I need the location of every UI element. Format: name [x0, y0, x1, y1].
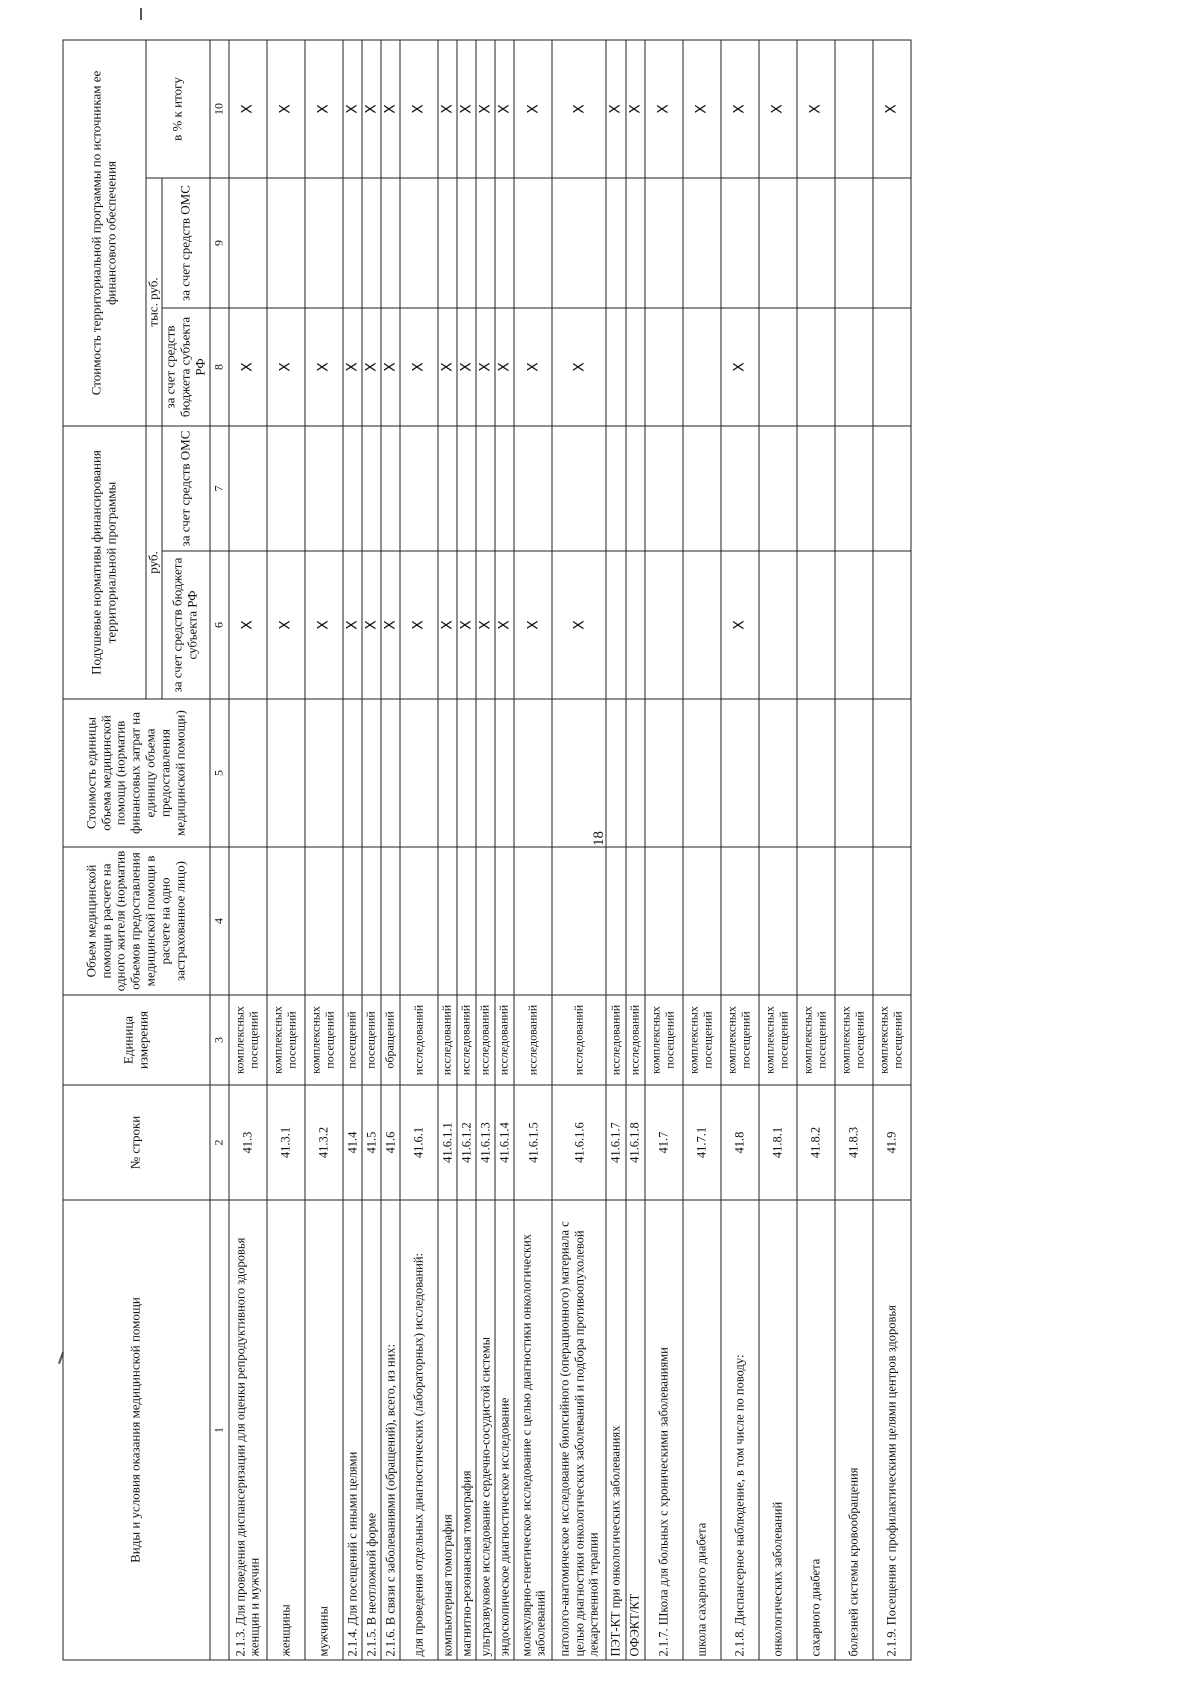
row-name-cell: ПЭТ-КТ при онкологических заболеваниях [606, 1200, 625, 1660]
header-unit-cost: Стоимость единицы объема медицинской помощи (норматив финансовых затрат на единицу объема предоставления медицинской помощи) [63, 699, 210, 847]
row-volume-cell [476, 847, 495, 995]
row-unit-cost-cell [362, 699, 381, 847]
row-volume-cell [873, 847, 911, 995]
row-cost-oms-cell [476, 178, 495, 308]
table-row [645, 40, 683, 1660]
row-number-cell: 41.6.1.3 [476, 1085, 495, 1200]
row-per-capita-oms-cell [759, 426, 797, 551]
row-cost-oms-cell [229, 178, 267, 308]
row-unit-cell: комплексных посещений [267, 995, 305, 1085]
row-cost-oms-cell [267, 178, 305, 308]
table-row [873, 40, 911, 1660]
row-percent-cell: X [645, 40, 683, 178]
table-row [552, 40, 606, 1660]
row-number-cell: 41.3.2 [305, 1085, 343, 1200]
row-percent-cell: X [267, 40, 305, 178]
row-per-capita-oms-cell [514, 426, 552, 551]
row-volume-cell [683, 847, 721, 995]
row-unit-cost-cell [381, 699, 400, 847]
row-unit-cost-cell [514, 699, 552, 847]
row-volume-cell [229, 847, 267, 995]
row-cost-budget-cell: X [362, 308, 381, 426]
row-cost-budget-cell: X [229, 308, 267, 426]
row-unit-cell: комплексных посещений [759, 995, 797, 1085]
row-unit-cell: обращений [381, 995, 400, 1085]
table-row [514, 40, 552, 1660]
header-service-type: Виды и условия оказания медицинской помощи [63, 1200, 210, 1660]
table-row [438, 40, 457, 1660]
row-per-capita-oms-cell [835, 426, 873, 551]
row-number-cell: 41.6.1.6 [552, 1085, 606, 1200]
page-number: 18 [591, 831, 607, 846]
column-number-row [210, 40, 229, 1660]
table-row [797, 40, 835, 1660]
row-per-capita-budget-cell [606, 551, 625, 699]
header-row-number: № строки [63, 1085, 210, 1200]
row-name-cell: мужчины [305, 1200, 343, 1660]
table-row [229, 40, 267, 1660]
row-volume-cell [552, 847, 606, 995]
column-number: 5 [210, 699, 229, 847]
row-cost-oms-cell [381, 178, 400, 308]
row-number-cell: 41.5 [362, 1085, 381, 1200]
column-number: 7 [210, 426, 229, 551]
row-number-cell: 41.8 [721, 1085, 759, 1200]
table-row [835, 40, 873, 1660]
table-row [457, 40, 476, 1660]
row-number-cell: 41.6.1.1 [438, 1085, 457, 1200]
row-percent-cell: X [400, 40, 438, 178]
row-cost-oms-cell [552, 178, 606, 308]
row-per-capita-oms-cell [797, 426, 835, 551]
row-cost-budget-cell: X [476, 308, 495, 426]
row-cost-oms-cell [873, 178, 911, 308]
row-unit-cost-cell [626, 699, 645, 847]
row-per-capita-oms-cell [381, 426, 400, 551]
row-unit-cell: посещений [343, 995, 362, 1085]
row-per-capita-budget-cell: X [457, 551, 476, 699]
row-number-cell: 41.3 [229, 1085, 267, 1200]
row-name-cell: онкологических заболеваний [759, 1200, 797, 1660]
row-cost-budget-cell: X [514, 308, 552, 426]
row-percent-cell: X [381, 40, 400, 178]
row-per-capita-budget-cell: X [305, 551, 343, 699]
row-name-cell: 2.1.4. Для посещений с иными целями [343, 1200, 362, 1660]
row-number-cell: 41.8.1 [759, 1085, 797, 1200]
header-cost-oms: за счет средств ОМС [162, 178, 210, 308]
row-volume-cell [343, 847, 362, 995]
row-unit-cost-cell [495, 699, 514, 847]
row-volume-cell [381, 847, 400, 995]
header-unit-thousand-rub: тыс. руб. [146, 178, 162, 426]
row-cost-budget-cell [873, 308, 911, 426]
row-number-cell: 41.7 [645, 1085, 683, 1200]
column-number: 8 [210, 308, 229, 426]
table-row [362, 40, 381, 1660]
row-number-cell: 41.6.1 [400, 1085, 438, 1200]
row-percent-cell: X [552, 40, 606, 178]
row-percent-cell: X [343, 40, 362, 178]
row-per-capita-oms-cell [305, 426, 343, 551]
header-percent: в % к итогу [146, 40, 210, 178]
row-per-capita-budget-cell [835, 551, 873, 699]
row-volume-cell [362, 847, 381, 995]
row-unit-cost-cell [683, 699, 721, 847]
row-cost-oms-cell [645, 178, 683, 308]
row-number-cell: 41.6.1.5 [514, 1085, 552, 1200]
row-volume-cell [626, 847, 645, 995]
row-name-cell: 2.1.8. Диспансерное наблюдение, в том числе по поводу: [721, 1200, 759, 1660]
row-percent-cell [835, 40, 873, 178]
row-name-cell: для проведения отдельных диагностических (лабораторных) исследований: [400, 1200, 438, 1660]
table-row [267, 40, 305, 1660]
row-percent-cell: X [683, 40, 721, 178]
row-number-cell: 41.8.2 [797, 1085, 835, 1200]
row-cost-budget-cell [835, 308, 873, 426]
row-unit-cell: комплексных посещений [721, 995, 759, 1085]
row-per-capita-budget-cell: X [552, 551, 606, 699]
row-name-cell: 2.1.9. Посещения с профилактическими целями центров здоровья [873, 1200, 911, 1660]
row-unit-cell: исследований [626, 995, 645, 1085]
row-percent-cell: X [873, 40, 911, 178]
row-cost-oms-cell [495, 178, 514, 308]
row-unit-cost-cell [606, 699, 625, 847]
row-volume-cell [797, 847, 835, 995]
table-row [381, 40, 400, 1660]
table-row [626, 40, 645, 1660]
row-unit-cell: комплексных посещений [645, 995, 683, 1085]
row-name-cell: ОФЭКТ/КТ [626, 1200, 645, 1660]
row-number-cell: 41.6 [381, 1085, 400, 1200]
row-cost-oms-cell [835, 178, 873, 308]
row-number-cell: 41.6.1.7 [606, 1085, 625, 1200]
row-per-capita-oms-cell [457, 426, 476, 551]
row-number-cell: 41.7.1 [683, 1085, 721, 1200]
row-name-cell: 2.1.3. Для проведения диспансеризации для оценки репродуктивного здоровья женщин и мужчин [229, 1200, 267, 1660]
table-row [305, 40, 343, 1660]
row-percent-cell: X [305, 40, 343, 178]
financing-table-page [63, 41, 1138, 1661]
row-per-capita-oms-cell [626, 426, 645, 551]
row-per-capita-budget-cell: X [362, 551, 381, 699]
row-name-cell: 2.1.6. В связи с заболеваниями (обращений), всего, из них: [381, 1200, 400, 1660]
row-per-capita-budget-cell: X [229, 551, 267, 699]
row-per-capita-oms-cell [683, 426, 721, 551]
row-cost-oms-cell [759, 178, 797, 308]
row-name-cell: женщины [267, 1200, 305, 1660]
row-per-capita-budget-cell [797, 551, 835, 699]
row-volume-cell [721, 847, 759, 995]
row-unit-cost-cell [645, 699, 683, 847]
row-per-capita-budget-cell [873, 551, 911, 699]
row-volume-cell [645, 847, 683, 995]
row-name-cell: ультразвуковое исследование сердечно-сосудистой системы [476, 1200, 495, 1660]
row-percent-cell: X [457, 40, 476, 178]
row-name-cell: магнитно-резонансная томография [457, 1200, 476, 1660]
row-unit-cost-cell [476, 699, 495, 847]
row-per-capita-oms-cell [362, 426, 381, 551]
row-per-capita-budget-cell [759, 551, 797, 699]
row-volume-cell [400, 847, 438, 995]
row-unit-cell: комплексных посещений [835, 995, 873, 1085]
row-percent-cell: X [797, 40, 835, 178]
row-percent-cell: X [438, 40, 457, 178]
row-cost-budget-cell [683, 308, 721, 426]
row-cost-oms-cell [626, 178, 645, 308]
row-cost-budget-cell: X [438, 308, 457, 426]
row-per-capita-oms-cell [438, 426, 457, 551]
row-percent-cell: X [606, 40, 625, 178]
row-unit-cost-cell [400, 699, 438, 847]
row-cost-oms-cell [438, 178, 457, 308]
row-number-cell: 41.3.1 [267, 1085, 305, 1200]
row-name-cell: 2.1.5. В неотложной форме [362, 1200, 381, 1660]
row-cost-budget-cell: X [381, 308, 400, 426]
row-number-cell: 41.9 [873, 1085, 911, 1200]
row-per-capita-budget-cell [645, 551, 683, 699]
row-cost-oms-cell [305, 178, 343, 308]
row-cost-budget-cell [759, 308, 797, 426]
header-cost-budget: за счет средств бюджета субъекта РФ [162, 308, 210, 426]
row-per-capita-oms-cell [873, 426, 911, 551]
row-percent-cell: X [759, 40, 797, 178]
row-per-capita-oms-cell [552, 426, 606, 551]
row-cost-budget-cell [645, 308, 683, 426]
row-name-cell: эндоскопическое диагностическое исследование [495, 1200, 514, 1660]
header-unit-rub: руб. [146, 426, 162, 699]
row-number-cell: 41.8.3 [835, 1085, 873, 1200]
row-per-capita-budget-cell: X [381, 551, 400, 699]
row-cost-oms-cell [683, 178, 721, 308]
row-unit-cell: посещений [362, 995, 381, 1085]
row-unit-cell: исследований [514, 995, 552, 1085]
financing-table [63, 39, 912, 1660]
column-number: 1 [210, 1200, 229, 1660]
column-number: 3 [210, 995, 229, 1085]
row-cost-budget-cell: X [457, 308, 476, 426]
row-percent-cell: X [495, 40, 514, 178]
row-cost-budget-cell [626, 308, 645, 426]
row-cost-budget-cell: X [721, 308, 759, 426]
table-row [683, 40, 721, 1660]
row-number-cell: 41.4 [343, 1085, 362, 1200]
row-unit-cost-cell [759, 699, 797, 847]
row-unit-cost-cell [438, 699, 457, 847]
row-cost-budget-cell [606, 308, 625, 426]
row-per-capita-oms-cell [606, 426, 625, 551]
column-number: 9 [210, 178, 229, 308]
row-cost-oms-cell [606, 178, 625, 308]
scan-artifact [140, 8, 142, 20]
row-per-capita-oms-cell [400, 426, 438, 551]
row-unit-cell: исследований [476, 995, 495, 1085]
row-per-capita-budget-cell: X [343, 551, 362, 699]
row-name-cell: 2.1.7. Школа для больных с хроническими заболеваниями [645, 1200, 683, 1660]
table-row [606, 40, 625, 1660]
row-volume-cell [495, 847, 514, 995]
row-per-capita-oms-cell [229, 426, 267, 551]
row-unit-cost-cell [552, 699, 606, 847]
row-name-cell: патолого-анатомическое исследование биопсийного (операционного) материала с целью диагностики онкологических заболеваний и подбора противоопухолевой лекарственной терапии [552, 1200, 606, 1660]
row-cost-oms-cell [514, 178, 552, 308]
table-row [495, 40, 514, 1660]
row-name-cell: компьютерная томография [438, 1200, 457, 1660]
row-cost-oms-cell [457, 178, 476, 308]
row-per-capita-budget-cell [683, 551, 721, 699]
row-per-capita-oms-cell [476, 426, 495, 551]
row-volume-cell [835, 847, 873, 995]
row-per-capita-budget-cell: X [495, 551, 514, 699]
column-number: 2 [210, 1085, 229, 1200]
row-unit-cell: комплексных посещений [797, 995, 835, 1085]
row-percent-cell: X [229, 40, 267, 178]
row-percent-cell: X [626, 40, 645, 178]
table-row [759, 40, 797, 1660]
column-number: 4 [210, 847, 229, 995]
row-unit-cell: исследований [606, 995, 625, 1085]
row-cost-budget-cell: X [343, 308, 362, 426]
row-per-capita-budget-cell [626, 551, 645, 699]
row-number-cell: 41.6.1.2 [457, 1085, 476, 1200]
row-number-cell: 41.6.1.4 [495, 1085, 514, 1200]
row-cost-budget-cell: X [400, 308, 438, 426]
header-per-capita-group: Подушевые нормативы финансирования территориальной программы [63, 426, 146, 699]
column-number: 6 [210, 551, 229, 699]
column-number: 10 [210, 40, 229, 178]
row-volume-cell [305, 847, 343, 995]
row-percent-cell: X [362, 40, 381, 178]
row-unit-cost-cell [229, 699, 267, 847]
header-unit: Единица измерения [63, 995, 210, 1085]
header-per-capita-oms: за счет средств ОМС [162, 426, 210, 551]
row-number-cell: 41.6.1.8 [626, 1085, 645, 1200]
row-unit-cost-cell [343, 699, 362, 847]
row-name-cell: сахарного диабета [797, 1200, 835, 1660]
row-unit-cell: исследований [457, 995, 476, 1085]
header-per-capita-budget: за счет средств бюджета субъекта РФ [162, 551, 210, 699]
row-cost-oms-cell [721, 178, 759, 308]
row-unit-cost-cell [873, 699, 911, 847]
row-cost-budget-cell [797, 308, 835, 426]
table-row [476, 40, 495, 1660]
row-volume-cell [759, 847, 797, 995]
row-unit-cost-cell [457, 699, 476, 847]
row-name-cell: школа сахарного диабета [683, 1200, 721, 1660]
row-per-capita-oms-cell [645, 426, 683, 551]
row-per-capita-oms-cell [343, 426, 362, 551]
row-unit-cell: исследований [495, 995, 514, 1085]
row-volume-cell [514, 847, 552, 995]
row-cost-oms-cell [400, 178, 438, 308]
row-per-capita-budget-cell: X [400, 551, 438, 699]
row-cost-budget-cell: X [495, 308, 514, 426]
row-percent-cell: X [476, 40, 495, 178]
row-cost-oms-cell [343, 178, 362, 308]
row-per-capita-budget-cell: X [438, 551, 457, 699]
row-per-capita-oms-cell [267, 426, 305, 551]
row-name-cell: болезней системы кровообращения [835, 1200, 873, 1660]
row-unit-cell: комплексных посещений [683, 995, 721, 1085]
header-volume: Объем медицинской помощи в расчете на одного жителя (норматив объемов предоставления медицинской помощи в расчете на одно застрахованное лицо) [63, 847, 210, 995]
row-cost-oms-cell [362, 178, 381, 308]
row-unit-cell: исследований [438, 995, 457, 1085]
row-unit-cost-cell [305, 699, 343, 847]
row-percent-cell: X [721, 40, 759, 178]
table-body [229, 40, 911, 1660]
table-row [400, 40, 438, 1660]
table-row [721, 40, 759, 1660]
row-per-capita-oms-cell [495, 426, 514, 551]
row-volume-cell [457, 847, 476, 995]
row-volume-cell [606, 847, 625, 995]
row-unit-cell: комплексных посещений [305, 995, 343, 1085]
row-per-capita-budget-cell: X [514, 551, 552, 699]
row-unit-cell: исследований [552, 995, 606, 1085]
row-per-capita-budget-cell: X [476, 551, 495, 699]
row-per-capita-budget-cell: X [267, 551, 305, 699]
row-volume-cell [438, 847, 457, 995]
row-unit-cost-cell [721, 699, 759, 847]
row-name-cell: молекулярно-генетическое исследование с целью диагностики онкологических заболеваний [514, 1200, 552, 1660]
row-cost-oms-cell [797, 178, 835, 308]
row-cost-budget-cell: X [305, 308, 343, 426]
row-unit-cell: комплексных посещений [229, 995, 267, 1085]
row-unit-cost-cell [267, 699, 305, 847]
row-cost-budget-cell: X [267, 308, 305, 426]
row-volume-cell [267, 847, 305, 995]
row-percent-cell: X [514, 40, 552, 178]
row-unit-cell: исследований [400, 995, 438, 1085]
row-per-capita-oms-cell [721, 426, 759, 551]
table-row [343, 40, 362, 1660]
row-per-capita-budget-cell: X [721, 551, 759, 699]
row-unit-cell: комплексных посещений [873, 995, 911, 1085]
row-unit-cost-cell [835, 699, 873, 847]
row-unit-cost-cell [797, 699, 835, 847]
row-cost-budget-cell: X [552, 308, 606, 426]
header-total-cost-group: Стоимость территориальной программы по источникам ее финансового обеспечения [63, 40, 146, 426]
